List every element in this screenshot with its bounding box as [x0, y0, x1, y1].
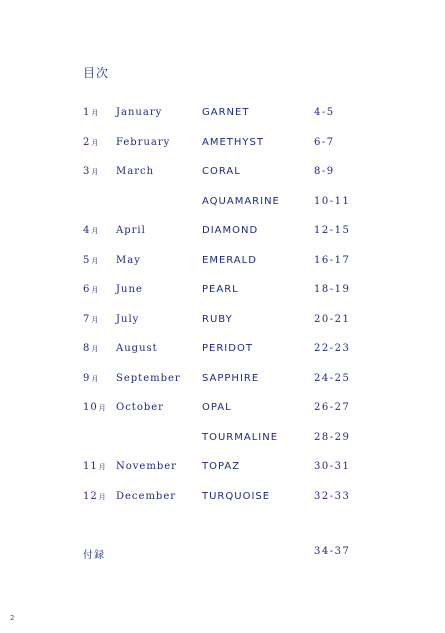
appendix-pages: 34-37 [314, 546, 351, 557]
month-name: August [116, 343, 158, 354]
toc-row [0, 314, 445, 332]
birthstone-name: AQUAMARINE [202, 196, 280, 207]
month-number [83, 432, 84, 443]
appendix-label: 付録 [83, 550, 105, 561]
birthstone-name: GARNET [202, 107, 250, 118]
birthstone-name: CORAL [202, 166, 241, 177]
month-name: September [116, 373, 181, 384]
month-kanji: 月 [98, 493, 106, 501]
month-number-digit: 11 [83, 461, 98, 472]
month-number [83, 491, 106, 502]
month-number-digit: 8 [83, 343, 91, 354]
month-name: May [116, 255, 141, 266]
month-number [83, 255, 98, 266]
month-number [83, 461, 106, 472]
toc-row [0, 432, 445, 450]
month-number [83, 343, 98, 354]
birthstone-name: RUBY [202, 314, 233, 325]
month-kanji: 月 [91, 316, 99, 324]
month-number [83, 225, 98, 236]
month-number [83, 107, 98, 118]
month-number-digit: 6 [83, 284, 91, 295]
month-kanji: 月 [91, 345, 99, 353]
month-number-digit: 3 [83, 166, 91, 177]
month-number-digit: 2 [83, 137, 91, 148]
page-title: 目次 [83, 66, 110, 80]
month-kanji: 月 [98, 463, 106, 471]
birthstone-name: PERIDOT [202, 343, 253, 354]
toc-row [0, 196, 445, 214]
month-kanji: 月 [91, 168, 99, 176]
birthstone-name: EMERALD [202, 255, 257, 266]
page-range: 6-7 [314, 137, 335, 148]
page-range: 18-19 [314, 284, 351, 295]
month-number [83, 284, 98, 295]
page-range: 26-27 [314, 402, 351, 413]
month-name: December [116, 491, 177, 502]
month-kanji: 月 [91, 257, 99, 265]
month-number-digit: 10 [83, 402, 98, 413]
toc-row [0, 225, 445, 243]
month-name: February [116, 137, 171, 148]
toc-row [0, 402, 445, 420]
month-number [83, 137, 98, 148]
page-number: 2 [10, 614, 15, 622]
month-kanji: 月 [98, 404, 106, 412]
page-range: 32-33 [314, 491, 351, 502]
toc-row [0, 255, 445, 273]
month-name: January [116, 107, 163, 118]
month-kanji: 月 [91, 227, 99, 235]
month-kanji: 月 [91, 109, 99, 117]
page-range: 28-29 [314, 432, 351, 443]
month-number-digit: 7 [83, 314, 91, 325]
toc-row [0, 491, 445, 509]
month-number [83, 196, 84, 207]
page-range: 8-9 [314, 166, 335, 177]
page-range: 30-31 [314, 461, 351, 472]
page-range: 12-15 [314, 225, 351, 236]
month-number [83, 166, 98, 177]
birthstone-name: AMETHYST [202, 137, 264, 148]
month-name: June [116, 284, 143, 295]
month-kanji: 月 [91, 286, 99, 294]
month-kanji: 月 [91, 139, 99, 147]
month-name: July [116, 314, 140, 325]
toc-row [0, 461, 445, 479]
page-range: 10-11 [314, 196, 351, 207]
month-number-digit: 4 [83, 225, 91, 236]
page-range: 24-25 [314, 373, 351, 384]
birthstone-name: TOURMALINE [202, 432, 279, 443]
toc-row [0, 284, 445, 302]
page-range: 16-17 [314, 255, 351, 266]
month-number-digit: 12 [83, 491, 98, 502]
page-range: 22-23 [314, 343, 351, 354]
toc-row [0, 137, 445, 155]
month-number [83, 402, 106, 413]
birthstone-name: TOPAZ [202, 461, 241, 472]
page-range: 20-21 [314, 314, 351, 325]
birthstone-name: PEARL [202, 284, 239, 295]
month-name: October [116, 402, 164, 413]
birthstone-name: OPAL [202, 402, 232, 413]
birthstone-name: DIAMOND [202, 225, 259, 236]
toc-row [0, 373, 445, 391]
toc-row [0, 343, 445, 361]
toc-row [0, 166, 445, 184]
birthstone-name: TURQUOISE [202, 491, 271, 502]
birthstone-name: SAPPHIRE [202, 373, 260, 384]
month-name: March [116, 166, 155, 177]
month-number-digit: 9 [83, 373, 91, 384]
toc-row [0, 107, 445, 125]
month-number-digit: 1 [83, 107, 91, 118]
month-number [83, 314, 98, 325]
month-number-digit: 5 [83, 255, 91, 266]
page-range: 4-5 [314, 107, 335, 118]
month-number [83, 373, 98, 384]
month-name: November [116, 461, 177, 472]
month-name: April [116, 225, 146, 236]
month-kanji: 月 [91, 375, 99, 383]
